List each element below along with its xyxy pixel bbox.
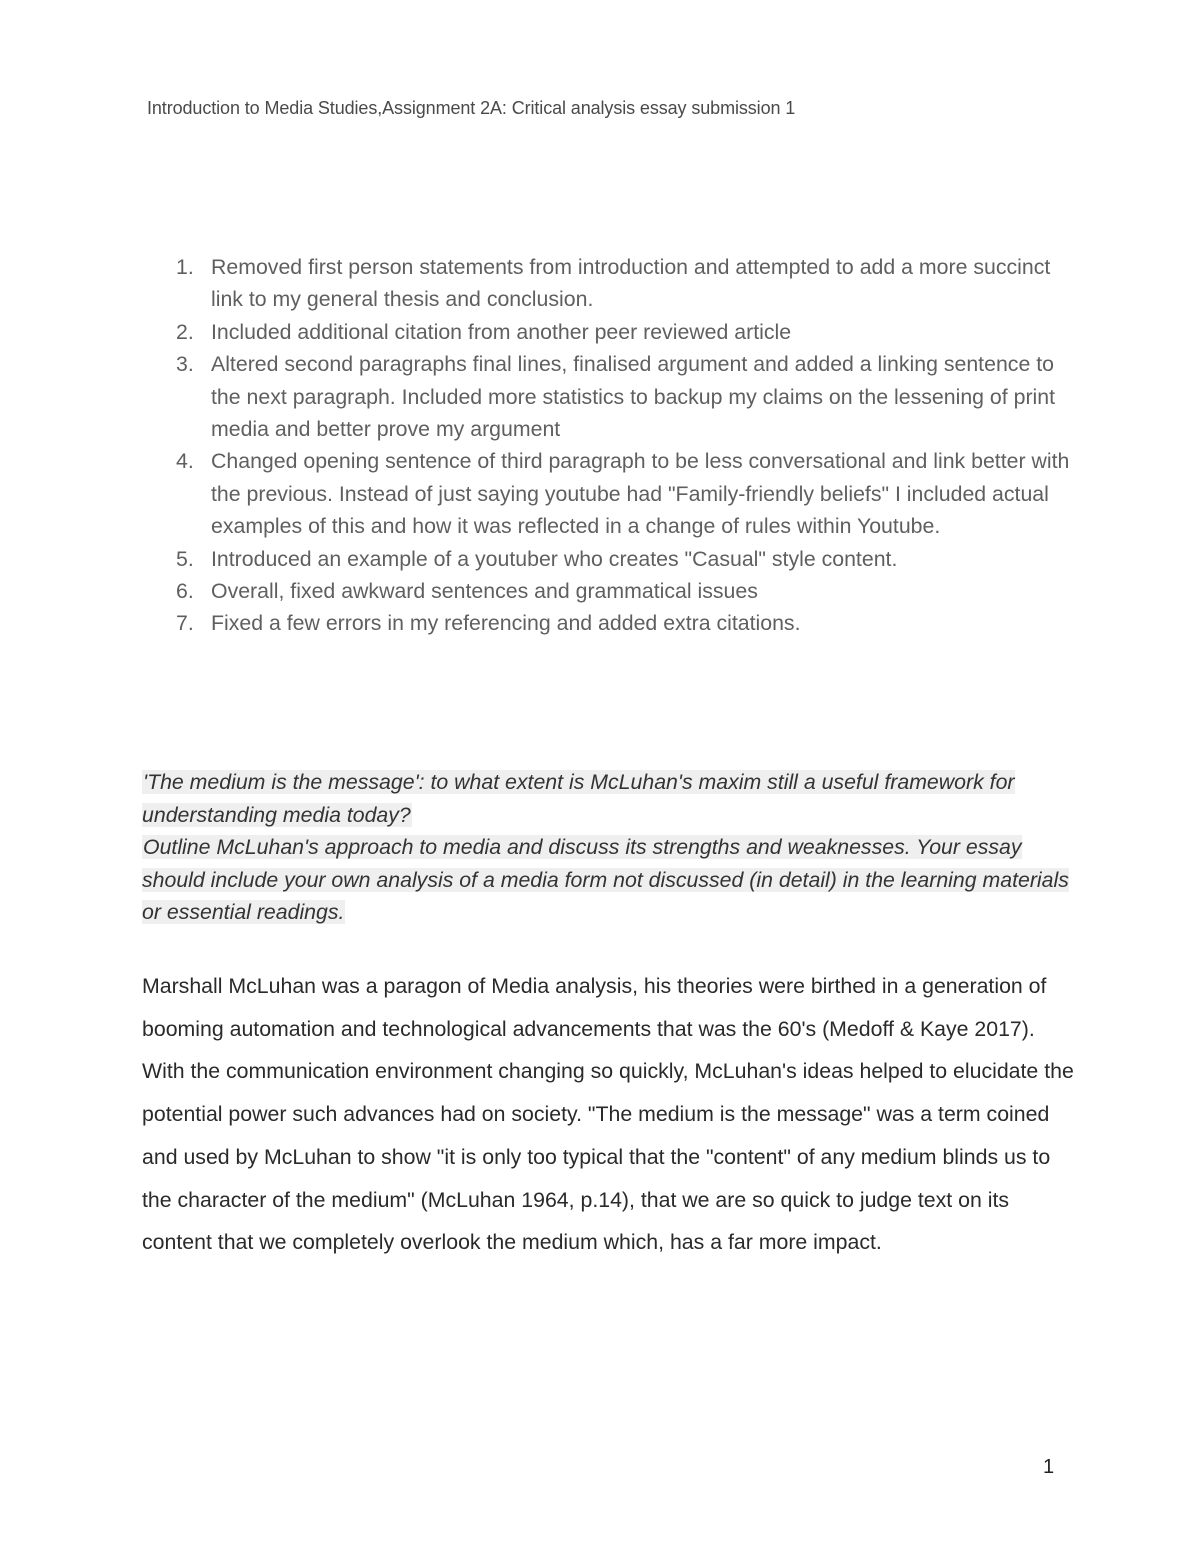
list-item-text: Removed first person statements from introduction and attempted to add a more succinct link to my general thesis and conclusion. (211, 255, 1051, 312)
list-item (172, 445, 1072, 542)
list-item-number: 7. (176, 611, 194, 636)
list-item-text: Fixed a few errors in my referencing and added extra citations. (211, 611, 801, 636)
essay-prompt (142, 766, 1082, 929)
essay-paragraph: Marshall McLuhan was a paragon of Media analysis, his theories were birthed in a generation of booming automation and technological advancements that was the 60's (Medoff & Kaye 2017). With the communication environment changing so quickly, McLuhan's ideas helped to elucidate the potential power such advances had on society. "The medium is the message" was a term coined and used by McLuhan to show "it is only too typical that the "content" of any medium blinds us to the character of the medium" (McLuhan 1964, p.14), that we are so quick to judge text on its content that we completely overlook the medium which, has a far more impact. (142, 974, 1074, 1255)
list-item-number: 1. (176, 255, 194, 279)
list-item-number: 5. (176, 546, 194, 571)
list-item-text: Included additional citation from another peer reviewed article (211, 319, 792, 344)
list-item (172, 316, 1072, 348)
list-item-number: 3. (176, 352, 194, 377)
list-item-number: 2. (176, 319, 194, 344)
list-item (172, 543, 1072, 575)
page-header: Introduction to Media Studies,Assignment 2A: Critical analysis essay submission 1 (147, 98, 796, 118)
list-item-text: Altered second paragraphs final lines, finalised argument and added a linking sentence to the next paragraph. Included more statistics to backup my claims on the lessening of print media and better prove my argument (211, 352, 1056, 442)
list-item (172, 348, 1072, 445)
list-item-text: Introduced an example of a youtuber who creates "Casual" style content. (211, 546, 898, 571)
list-item (172, 607, 1072, 639)
page-number: 1 (1043, 1456, 1055, 1478)
list-item (172, 575, 1072, 607)
revision-list (172, 251, 1072, 640)
list-item-number: 4. (176, 449, 194, 474)
list-item (172, 251, 1072, 316)
list-item-text: Changed opening sentence of third paragraph to be less conversational and link better with the previous. Instead of just saying youtube had "Family-friendly beliefs" I included actual examples of this and how it was reflected in a change of rules within Youtube. (211, 449, 1070, 539)
essay-instructions: Outline McLuhan's approach to media and discuss its strengths and weaknesses. Your essay should include your own analysis of a media form not discussed (in detail) in the learning materials or essential readings. (142, 835, 1069, 925)
essay-question: 'The medium is the message': to what extent is McLuhan's maxim still a useful framework for understanding media today? (142, 770, 1015, 827)
list-item-number: 6. (176, 579, 194, 604)
list-item-text: Overall, fixed awkward sentences and grammatical issues (211, 579, 758, 604)
